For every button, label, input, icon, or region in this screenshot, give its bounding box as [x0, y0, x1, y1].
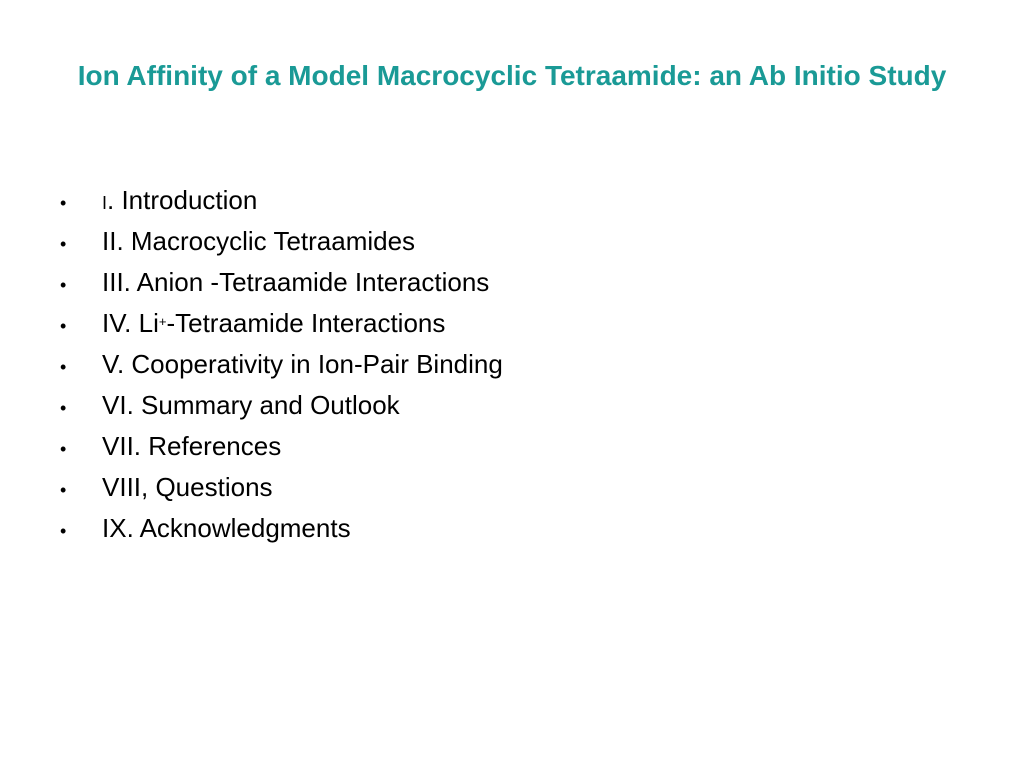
outline-item-label: IX. Acknowledgments — [102, 513, 351, 543]
item-text-pre: IV. Li — [102, 308, 159, 338]
outline-item-label: VII. References — [102, 431, 282, 461]
outline-item-label — [102, 303, 445, 348]
outline-item-label — [102, 180, 257, 224]
outline-item-label: VIII, Questions — [102, 472, 273, 502]
outline-item-anion-interactions — [60, 262, 940, 303]
bullet-icon: • — [60, 234, 67, 254]
bullet-icon: • — [60, 480, 67, 500]
bullet-icon: • — [60, 275, 67, 295]
item-text: . Introduction — [107, 185, 258, 215]
outline-item-references — [60, 426, 940, 467]
outline-item-macrocyclic-tetraamides — [60, 221, 940, 262]
item-numeral: I — [102, 193, 108, 213]
outline-item-introduction — [60, 180, 940, 221]
bullet-icon: • — [60, 398, 67, 418]
outline-item-label: III. Anion -Tetraamide Interactions — [102, 267, 490, 297]
outline-item-label: II. Macrocyclic Tetraamides — [102, 226, 416, 256]
outline-item-cooperativity — [60, 344, 940, 385]
bullet-icon: • — [60, 193, 67, 213]
outline-list — [60, 180, 940, 549]
outline-item-label: V. Cooperativity in Ion-Pair Binding — [102, 349, 503, 379]
slide-title: Ion Affinity of a Model Macrocyclic Tetraamide: an Ab Initio Study — [77, 60, 947, 91]
bullet-icon: • — [60, 357, 67, 377]
bullet-icon: • — [60, 316, 67, 336]
superscript-plus: + — [158, 314, 167, 329]
bullet-icon: • — [60, 439, 67, 459]
bullet-icon: • — [60, 521, 67, 541]
outline-item-acknowledgments — [60, 508, 940, 549]
outline-item-questions — [60, 467, 940, 508]
item-text-post: -Tetraamide Interactions — [166, 308, 446, 338]
outline-item-lithium-interactions — [60, 303, 940, 344]
outline-item-label: VI. Summary and Outlook — [102, 390, 400, 420]
outline-item-summary — [60, 385, 940, 426]
